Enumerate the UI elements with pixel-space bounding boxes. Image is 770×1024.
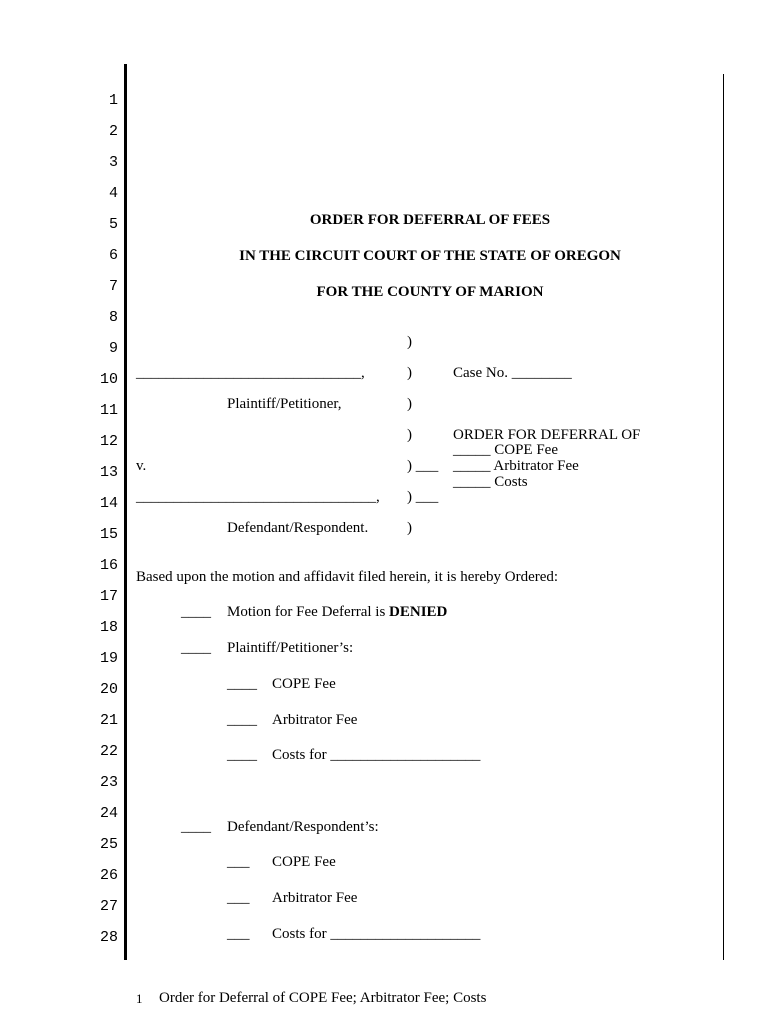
court-name: IN THE CIRCUIT COURT OF THE STATE OF OREGON	[239, 248, 621, 264]
caption-paren: )	[407, 520, 412, 536]
line-number: 20	[99, 681, 118, 698]
line-number: 22	[99, 743, 118, 760]
line-number: 3	[108, 154, 118, 171]
defendant-arbitrator-label: Arbitrator Fee	[272, 890, 358, 906]
left-margin-rule	[124, 64, 127, 960]
line-number: 24	[99, 805, 118, 822]
order-intro: Based upon the motion and affidavit filed herein, it is hereby Ordered:	[136, 569, 559, 585]
defendant-costs-blank[interactable]: ___	[227, 926, 250, 942]
fee-option-cope[interactable]: _____ COPE Fee	[453, 442, 558, 458]
caption-paren: ) ___	[407, 458, 439, 474]
plaintiff-cope-label: COPE Fee	[272, 676, 336, 692]
caption-paren: )	[407, 365, 412, 381]
plaintiff-arbitrator-label: Arbitrator Fee	[272, 712, 358, 728]
plaintiff-cope-blank[interactable]: ____	[227, 676, 257, 692]
right-margin-rule	[723, 74, 724, 960]
line-number: 10	[99, 371, 118, 388]
line-number: 13	[99, 464, 118, 481]
plaintiff-arbitrator-blank[interactable]: ____	[227, 712, 257, 728]
caption-paren: )	[407, 396, 412, 412]
defendant-costs-field[interactable]: Costs for ____________________	[272, 926, 481, 942]
line-number: 21	[99, 712, 118, 729]
case-number-field[interactable]: Case No. ________	[453, 365, 572, 381]
plaintiff-name-line[interactable]: ______________________________,	[136, 365, 365, 381]
defendant-arbitrator-blank[interactable]: ___	[227, 890, 250, 906]
caption-paren: )	[407, 427, 412, 443]
line-number: 6	[108, 247, 118, 264]
defendant-name-line[interactable]: ________________________________,	[136, 489, 380, 505]
line-number: 27	[99, 898, 118, 915]
denied-text: DENIED	[389, 604, 448, 620]
denied-checkbox-blank[interactable]: ____	[181, 604, 211, 620]
line-number: 16	[99, 557, 118, 574]
order-title-caption: ORDER FOR DEFERRAL OF	[453, 427, 641, 443]
line-number: 9	[108, 340, 118, 357]
line-number: 26	[99, 867, 118, 884]
plaintiff-label: Plaintiff/Petitioner,	[227, 396, 342, 412]
defendant-heading: Defendant/Respondent’s:	[227, 819, 379, 835]
defendant-checkbox-blank[interactable]: ____	[181, 819, 211, 835]
line-number: 8	[108, 309, 118, 326]
footer-text: Order for Deferral of COPE Fee; Arbitrator Fee; Costs	[159, 990, 487, 1006]
fee-option-arbitrator[interactable]: _____ Arbitrator Fee	[453, 458, 579, 474]
line-number: 5	[108, 216, 118, 233]
line-number: 18	[99, 619, 118, 636]
line-number: 19	[99, 650, 118, 667]
defendant-cope-blank[interactable]: ___	[227, 854, 250, 870]
line-number: 14	[99, 495, 118, 512]
line-number: 23	[99, 774, 118, 791]
defendant-label: Defendant/Respondent.	[227, 520, 369, 536]
motion-text: Motion for Fee Deferral is	[227, 604, 390, 620]
plaintiff-costs-field[interactable]: Costs for ____________________	[272, 747, 481, 763]
line-number: 28	[99, 929, 118, 946]
caption-paren: )	[407, 334, 412, 350]
line-number: 7	[108, 278, 118, 295]
plaintiff-costs-blank[interactable]: ____	[227, 747, 257, 763]
line-number: 1	[108, 92, 118, 109]
footer-page-number: 1	[136, 991, 143, 1006]
line-number: 4	[108, 185, 118, 202]
line-number: 12	[99, 433, 118, 450]
line-number: 17	[99, 588, 118, 605]
versus-label: v.	[136, 458, 147, 474]
line-number: 15	[99, 526, 118, 543]
document-title: ORDER FOR DEFERRAL OF FEES	[309, 212, 551, 228]
line-number: 11	[99, 402, 118, 419]
plaintiff-checkbox-blank[interactable]: ____	[181, 640, 211, 656]
line-number: 2	[108, 123, 118, 140]
denied-line	[227, 604, 447, 620]
plaintiff-heading: Plaintiff/Petitioner’s:	[227, 640, 354, 656]
defendant-cope-label: COPE Fee	[272, 854, 336, 870]
caption-paren: ) ___	[407, 489, 439, 505]
fee-option-costs[interactable]: _____ Costs	[453, 474, 528, 490]
county-name: FOR THE COUNTY OF MARION	[316, 284, 544, 300]
line-number: 25	[99, 836, 118, 853]
